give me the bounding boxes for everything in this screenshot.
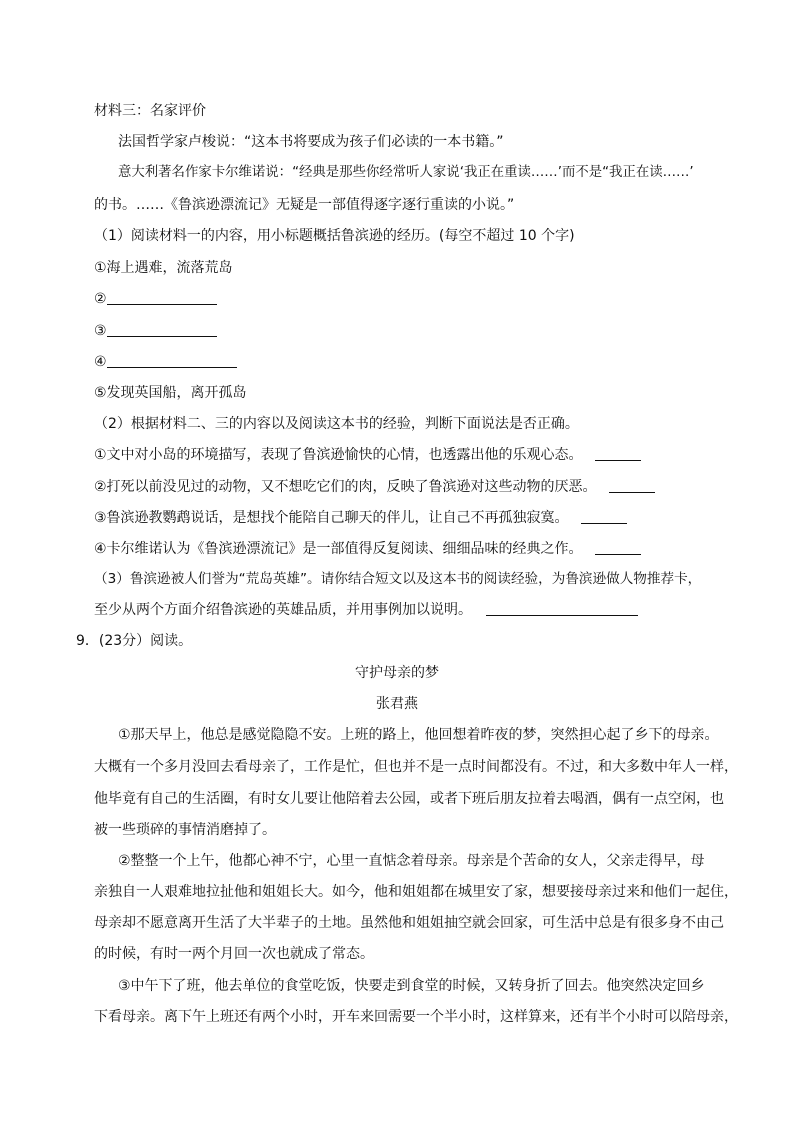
material3-heading: 材料三：名家评价 — [94, 103, 206, 119]
q2-prompt: （2）根据材料二、三的内容以及阅读这本书的经验，判断下面说法是否正确。 — [94, 416, 579, 432]
q2-statement2 — [94, 478, 655, 496]
q2-statement1 — [94, 446, 641, 464]
q1-item4-marker: ④ — [94, 354, 107, 370]
para2-line1: ②整整一个上午，他都心神不宁，心里一直惦念着母亲。母亲是个苦命的女人，父亲走得早，母 — [118, 853, 705, 869]
para1-line2: 大概有一个多月没回去看母亲了，工作是忙，但也并不是一点时间都没有。不过，和大多数中年人一样， — [94, 759, 738, 775]
para3-line1: ③中午下了班，他去单位的食堂吃饭，快要走到食堂的时候，又转身折了回去。他突然决定回乡 — [118, 978, 705, 994]
story-title: 守护母亲的梦 — [355, 665, 439, 681]
q1-item1: ①海上遇难，流落荒岛 — [94, 260, 233, 276]
q2-statement4-blank[interactable] — [595, 540, 641, 555]
q1-item3-marker: ③ — [94, 323, 107, 339]
story-author: 张君燕 — [376, 696, 418, 712]
q2-statement4 — [94, 540, 641, 558]
q2-statement2-text: ②打死以前没见过的动物，又不想吃它们的肉，反映了鲁滨逊对这些动物的厌恶。 — [94, 479, 597, 495]
calvino-quote-line2: 的书。……《鲁滨逊漂流记》无疑是一部值得逐字逐行重读的小说。” — [94, 197, 515, 213]
q3-line1: （3）鲁滨逊被人们誉为“荒岛英雄”。请你结合短文以及这本书的阅读经验，为鲁滨逊做人物推荐卡， — [94, 571, 702, 587]
para2-line3: 母亲却不愿意离开生活了大半辈子的土地。虽然他和姐姐抽空就会回家，可生活中总是有很多身不由己 — [94, 915, 724, 931]
q3-line2-text: 至少从两个方面介绍鲁滨逊的英雄品质，并用事例加以说明。 — [94, 602, 472, 618]
q1-item5: ⑤发现英国船，离开孤岛 — [94, 385, 247, 401]
rousseau-quote: 法国哲学家卢梭说：“这本书将要成为孩子们必读的一本书籍。” — [118, 134, 504, 150]
q2-statement3-text: ③鲁滨逊教鹦鹉说话，是想找个能陪自己聊天的伴儿，让自己不再孤独寂寞。 — [94, 510, 569, 526]
para2-line4: 的时候，有时一两个月回一次也就成了常态。 — [94, 946, 374, 962]
q1-item3 — [94, 322, 217, 340]
q9-header: 9．(23分）阅读。 — [76, 633, 193, 649]
q1-item4-answer-blank[interactable] — [107, 353, 237, 368]
para3-line2: 下看母亲。离下午上班还有两个小时，开车来回需要一个半小时，这样算来，还有半个小时可以陪母亲， — [94, 1009, 738, 1025]
q2-statement2-blank[interactable] — [609, 478, 655, 493]
para1-line4: 被一些琐碎的事情消磨掉了。 — [94, 822, 276, 838]
q1-item2 — [94, 290, 217, 308]
para1-line1: ①那天早上，他总是感觉隐隐不安。上班的路上，他回想着昨夜的梦，突然担心起了乡下的母亲。 — [118, 727, 719, 743]
q1-item2-marker: ② — [94, 291, 107, 307]
q2-statement1-blank[interactable] — [595, 446, 641, 461]
q1-prompt: （1）阅读材料一的内容，用小标题概括鲁滨逊的经历。(每空不超过 10 个字) — [94, 228, 575, 244]
para1-line3: 他毕竟有自己的生活圈，有时女儿要让他陪着去公园，或者下班后朋友拉着去喝酒，偶有一点空闲，也 — [94, 791, 724, 807]
q2-statement3 — [94, 509, 627, 527]
q1-item3-answer-blank[interactable] — [107, 322, 217, 337]
q2-statement4-text: ④卡尔维诺认为《鲁滨逊漂流记》是一部值得反复阅读、细细品味的经典之作。 — [94, 541, 583, 557]
calvino-quote-line1: 意大利著名作家卡尔维诺说：“经典是那些你经常听人家说‘我正在重读……’而不是“我正在读……’ — [118, 165, 694, 180]
q1-item4 — [94, 353, 237, 371]
para2-line2: 亲独自一人艰难地拉扯他和姐姐长大。如今，他和姐姐都在城里安了家，想要接母亲过来和他们一起住， — [94, 884, 738, 900]
q1-item2-answer-blank[interactable] — [107, 290, 217, 305]
q2-statement1-text: ①文中对小岛的环境描写，表现了鲁滨逊愉快的心情，也透露出他的乐观心态。 — [94, 447, 583, 463]
q2-statement3-blank[interactable] — [581, 509, 627, 524]
q3-answer-blank[interactable] — [486, 601, 638, 616]
q3-line2 — [94, 601, 638, 619]
